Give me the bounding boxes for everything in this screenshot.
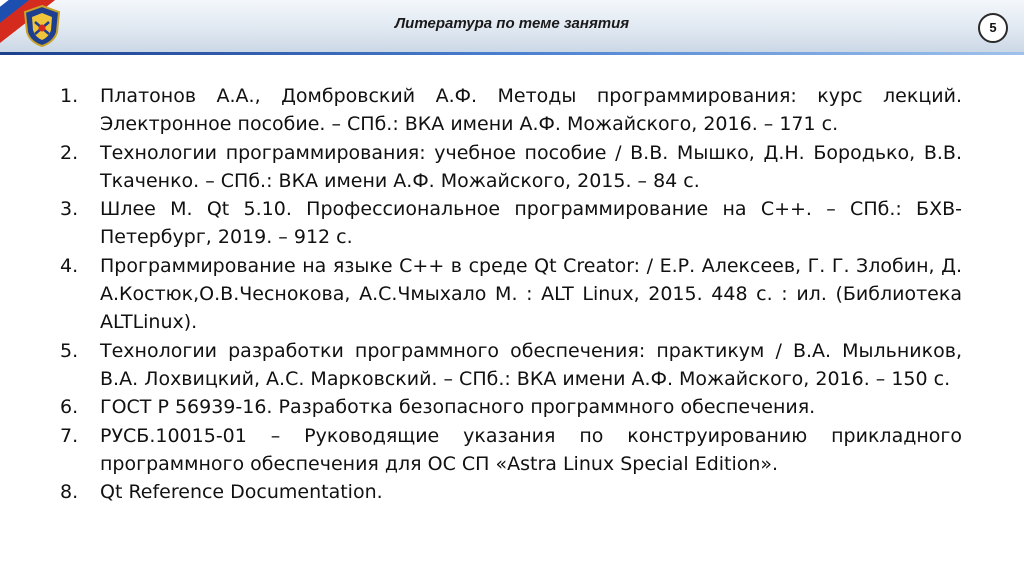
reference-number: 1. xyxy=(60,85,79,107)
page-title: Литература по теме занятия xyxy=(394,15,630,32)
reference-text: Шлее М. Qt 5.10. Профессиональное программирование на С++. – СПб.: БХВ-Петербург, 2019. – 912 с. xyxy=(100,198,962,249)
header-divider xyxy=(0,52,1024,55)
reference-item xyxy=(60,252,962,337)
reference-number: 7. xyxy=(60,424,79,447)
reference-number: 3. xyxy=(60,198,79,221)
reference-text: Qt Reference Documentation. xyxy=(100,481,383,504)
reference-number: 2. xyxy=(60,141,79,164)
reference-number: 8. xyxy=(60,481,79,504)
reference-text: Платонов А.А., Домбровский А.Ф. Методы программирования: курс лекций. Электронное пособие. – СПб.: ВКА имени А.Ф. Можайского, 2016. – 171 с. xyxy=(100,85,962,136)
reference-text: Программирование на языке C++ в среде Qt Creator: / Е.Р. Алексеев, Г. Г. Злобин, Д. А.Костюк,О.В.Чеснокова, А.С.Чмыхало М. : ALT Linux, 2015. 448 с. : ил. (Библиотека ALTLinux). xyxy=(100,254,962,334)
reference-text: Технологии программирования: учебное пособие / В.В. Мышко, Д.Н. Бородько, В.В. Ткаченко. – СПб.: ВКА имени А.Ф. Можайского, 2015. – 84 с. xyxy=(100,141,962,192)
reference-item xyxy=(60,139,962,196)
reference-item xyxy=(60,337,962,394)
reference-item xyxy=(60,478,962,506)
reference-text: ГОСТ Р 56939-16. Разработка безопасного программного обеспечения. xyxy=(100,396,816,419)
reference-number: 6. xyxy=(60,396,79,419)
reference-text: РУСБ.10015-01 – Руководящие указания по конструированию прикладного программного обеспечения для ОС СП «Astra Linux Special Edition». xyxy=(100,424,962,475)
reference-item xyxy=(60,393,962,421)
reference-number: 5. xyxy=(60,339,79,362)
reference-item xyxy=(60,422,962,479)
reference-number: 4. xyxy=(60,254,79,277)
page-number-badge: 5 xyxy=(978,13,1008,43)
references-list xyxy=(60,82,962,506)
reference-item xyxy=(60,82,962,139)
reference-item xyxy=(60,195,962,252)
reference-text: Технологии разработки программного обеспечения: практикум / В.А. Мыльников, В.А. Лохвицкий, А.С. Марковский. – СПб.: ВКА имени А.Ф. Можайского, 2016. – 150 с. xyxy=(100,339,962,390)
